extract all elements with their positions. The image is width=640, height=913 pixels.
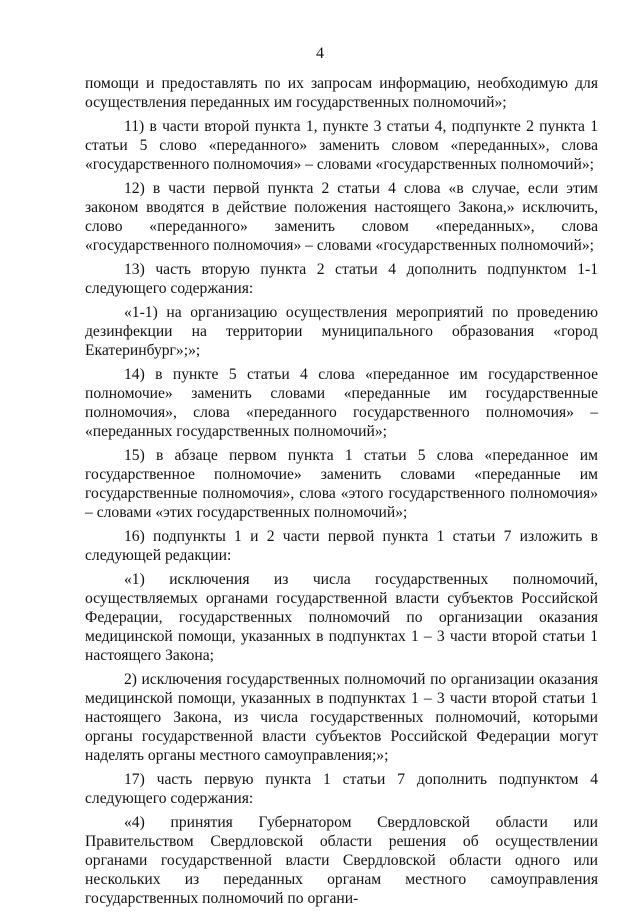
paragraph-subitem-2: 2) исключения государственных полномочий по организации оказания медицинской помощи, указанных в подпунктах 1 – 3 части второй статьи 1 настоящего Закона, из числа государственных полномочий, которыми органы государственной власти субъектов Российской Федерации могут наделять органы местного самоуправления;»;	[85, 671, 598, 764]
paragraph-item-14: 14) в пункте 5 статьи 4 слова «переданное им государственное полномочие» заменить словами «переданные им государственные полномочия», слова «переданного государственного полномочия» – «переданных государственных полномочий»;	[85, 366, 598, 440]
paragraph-subitem-1-1: «1-1) на организацию осуществления мероприятий по проведению дезинфекции на территории муниципального образования «город Екатеринбург»;»;	[85, 304, 598, 359]
page-number: 4	[316, 45, 324, 62]
paragraph-item-17: 17) часть первую пункта 1 статьи 7 дополнить подпунктом 4 следующего содержания:	[85, 771, 598, 807]
paragraph-item-16: 16) подпункты 1 и 2 части первой пункта 1 статьи 7 изложить в следующей редакции:	[85, 528, 598, 564]
document-body	[85, 74, 598, 913]
paragraph-subitem-4: «4) принятия Губернатором Свердловской области или Правительством Свердловской области решения об осуществлении органами государственной власти Свердловской области одного или нескольких из переданных органам местного самоуправления государственных полномочий по органи-	[85, 814, 598, 907]
paragraph-item-11: 11) в части второй пункта 1, пункте 3 статьи 4, подпункте 2 пункта 1 статьи 5 слово «переданного» заменить словом «переданных», слова «государственного полномочия» – словами «государственных полномочий»;	[85, 118, 598, 173]
paragraph-item-15: 15) в абзаце первом пункта 1 статьи 5 слова «переданное им государственное полномочие» заменить словами «переданные им государственные полномочия», слова «этого государственного полномочия» – словами «этих государственных полномочий»;	[85, 447, 598, 521]
paragraph-item-12: 12) в части первой пункта 2 статьи 4 слова «в случае, если этим законом вводятся в действие положения настоящего Закона,» исключить, слово «переданного» заменить словом «переданных», слова «государственного полномочия» – словами «государственных полномочий»;	[85, 180, 598, 254]
paragraph-item-13: 13) часть вторую пункта 2 статьи 4 дополнить подпунктом 1-1 следующего содержания:	[85, 261, 598, 297]
paragraph-subitem-1: «1) исключения из числа государственных полномочий, осуществляемых органами государственной власти субъектов Российской Федерации, государственных полномочий по организации оказания медицинской помощи, указанных в подпунктах 1 – 3 части второй статьи 1 настоящего Закона;	[85, 571, 598, 664]
paragraph-continuation: помощи и предоставлять по их запросам информацию, необходимую для осуществления переданных им государственных полномочий»;	[85, 75, 598, 111]
